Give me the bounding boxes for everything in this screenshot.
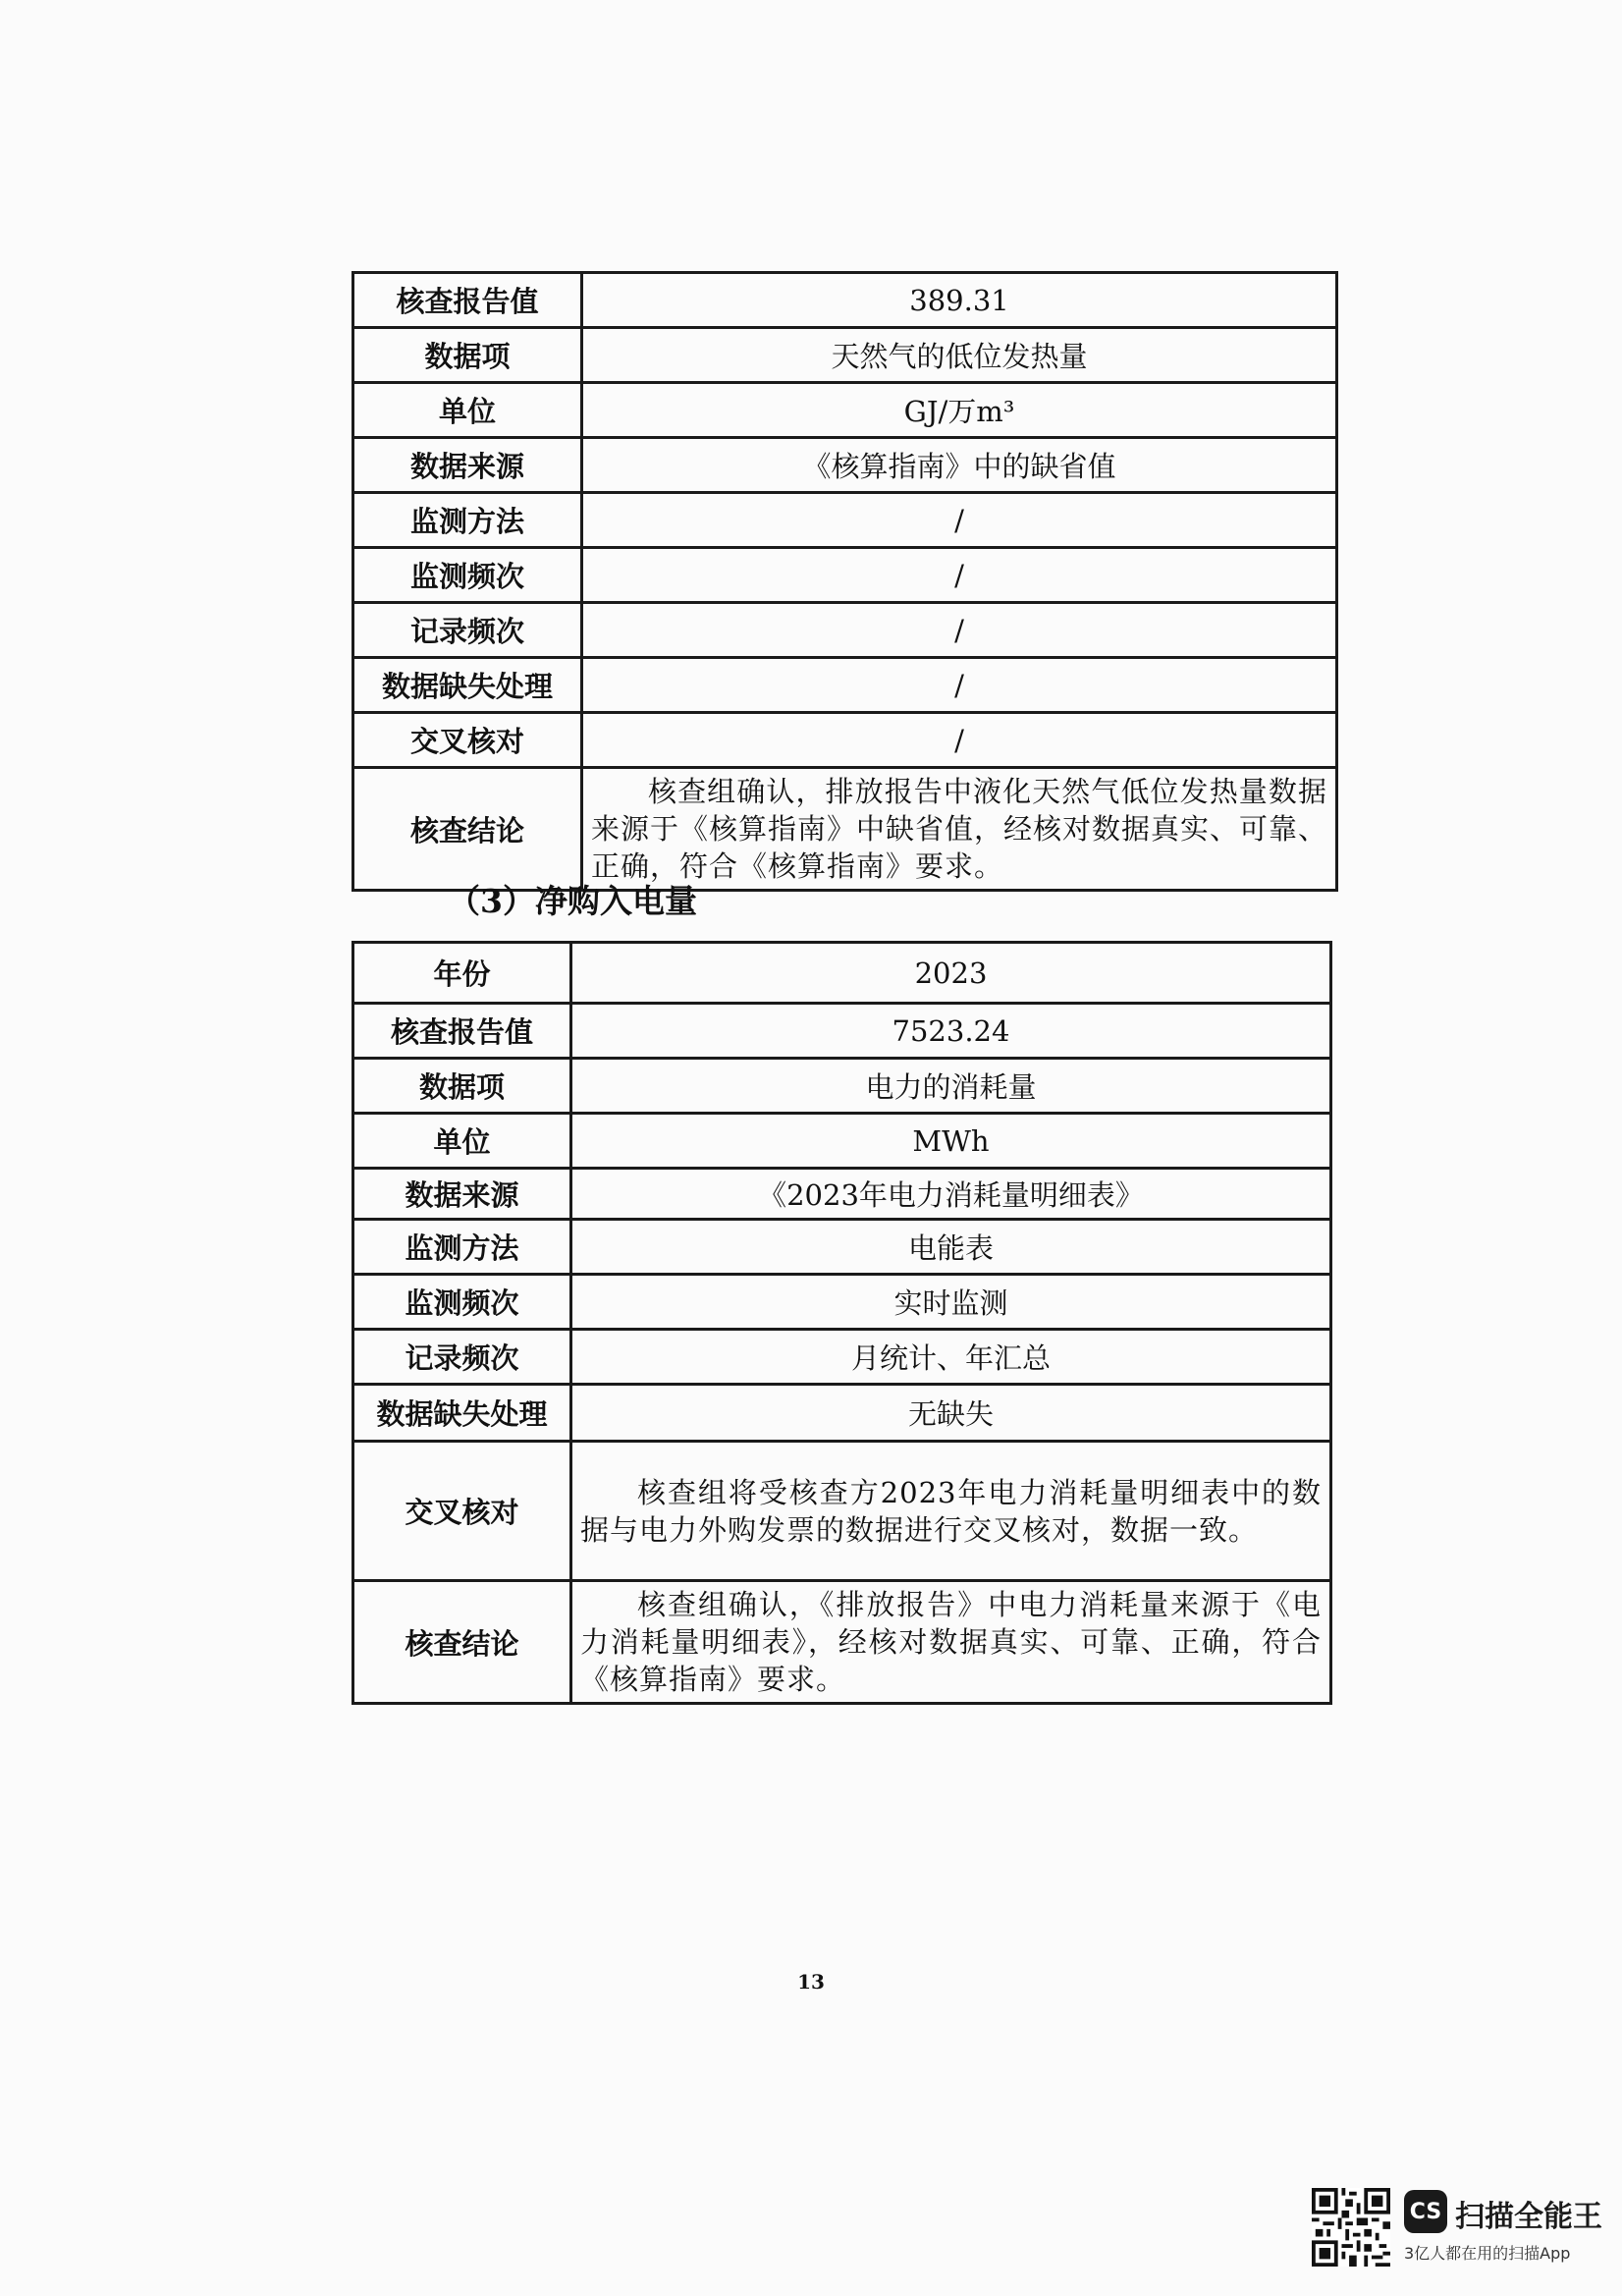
row-value: 7523.24 <box>571 1004 1331 1059</box>
row-label: 监测频次 <box>353 548 582 603</box>
row-label: 核查结论 <box>353 768 582 891</box>
row-label: 数据缺失处理 <box>353 658 582 713</box>
row-value: / <box>582 658 1337 713</box>
row-value: 《核算指南》中的缺省值 <box>582 438 1337 493</box>
row-value: / <box>582 713 1337 768</box>
table-row <box>353 493 1337 548</box>
row-label: 监测频次 <box>353 1275 571 1330</box>
table-row <box>353 713 1337 768</box>
row-value: 电力的消耗量 <box>571 1059 1331 1114</box>
row-value: / <box>582 493 1337 548</box>
natural-gas-heat-value-table <box>351 271 1338 892</box>
row-label: 核查报告值 <box>353 1004 571 1059</box>
scanner-watermark <box>1312 2188 1602 2270</box>
row-value: 实时监测 <box>571 1275 1331 1330</box>
row-value: GJ/万m³ <box>582 383 1337 438</box>
row-value: / <box>582 548 1337 603</box>
row-label: 监测方法 <box>353 1220 571 1275</box>
row-value: 无缺失 <box>571 1385 1331 1442</box>
row-value: 《2023年电力消耗量明细表》 <box>571 1169 1331 1220</box>
table-row <box>353 328 1337 383</box>
row-label: 监测方法 <box>353 493 582 548</box>
table-row <box>353 1275 1331 1330</box>
row-value: 389.31 <box>582 273 1337 328</box>
row-value: 核查组确认，排放报告中液化天然气低位发热量数据来源于《核算指南》中缺省值，经核对数据真实、可靠、正确，符合《核算指南》要求。 <box>582 768 1337 891</box>
table-row <box>353 1059 1331 1114</box>
row-label: 核查报告值 <box>353 273 582 328</box>
table-row <box>353 943 1331 1004</box>
table-row <box>353 383 1337 438</box>
table-row <box>353 1114 1331 1169</box>
row-label: 核查结论 <box>353 1581 571 1704</box>
row-value: 2023 <box>571 943 1331 1004</box>
row-value: 核查组确认，《排放报告》中电力消耗量来源于《电力消耗量明细表》，经核对数据真实、可靠、正确，符合《核算指南》要求。 <box>571 1581 1331 1704</box>
table-row <box>353 273 1337 328</box>
row-label: 交叉核对 <box>353 1442 571 1581</box>
row-label: 单位 <box>353 383 582 438</box>
qr-code-icon <box>1312 2188 1390 2267</box>
table-row <box>353 603 1337 658</box>
table-row <box>353 1169 1331 1220</box>
row-label: 数据来源 <box>353 438 582 493</box>
camscanner-logo: CS <box>1404 2190 1447 2233</box>
row-label: 数据来源 <box>353 1169 571 1220</box>
table-row <box>353 438 1337 493</box>
row-value: 核查组将受核查方2023年电力消耗量明细表中的数据与电力外购发票的数据进行交叉核对，数据一致。 <box>571 1442 1331 1581</box>
net-purchased-electricity-table <box>351 941 1332 1705</box>
row-value: 月统计、年汇总 <box>571 1330 1331 1385</box>
table-row <box>353 1004 1331 1059</box>
table-row <box>353 1581 1331 1704</box>
row-label: 数据缺失处理 <box>353 1385 571 1442</box>
row-value: 电能表 <box>571 1220 1331 1275</box>
table-row <box>353 1442 1331 1581</box>
row-label: 交叉核对 <box>353 713 582 768</box>
app-name: 扫描全能王 <box>1455 2200 1602 2234</box>
row-value: / <box>582 603 1337 658</box>
table-row <box>353 1330 1331 1385</box>
table-row <box>353 1220 1331 1275</box>
table-row <box>353 768 1337 891</box>
table-row <box>353 1385 1331 1442</box>
table-row <box>353 548 1337 603</box>
row-label: 数据项 <box>353 1059 571 1114</box>
app-tagline: 3亿人都在用的扫描App <box>1404 2244 1571 2263</box>
page-number: 13 <box>797 1970 825 1994</box>
row-label: 记录频次 <box>353 1330 571 1385</box>
section-heading: （3）净购入电量 <box>448 882 697 920</box>
row-value: 天然气的低位发热量 <box>582 328 1337 383</box>
row-label: 数据项 <box>353 328 582 383</box>
table-row <box>353 658 1337 713</box>
row-value: MWh <box>571 1114 1331 1169</box>
row-label: 年份 <box>353 943 571 1004</box>
row-label: 记录频次 <box>353 603 582 658</box>
row-label: 单位 <box>353 1114 571 1169</box>
